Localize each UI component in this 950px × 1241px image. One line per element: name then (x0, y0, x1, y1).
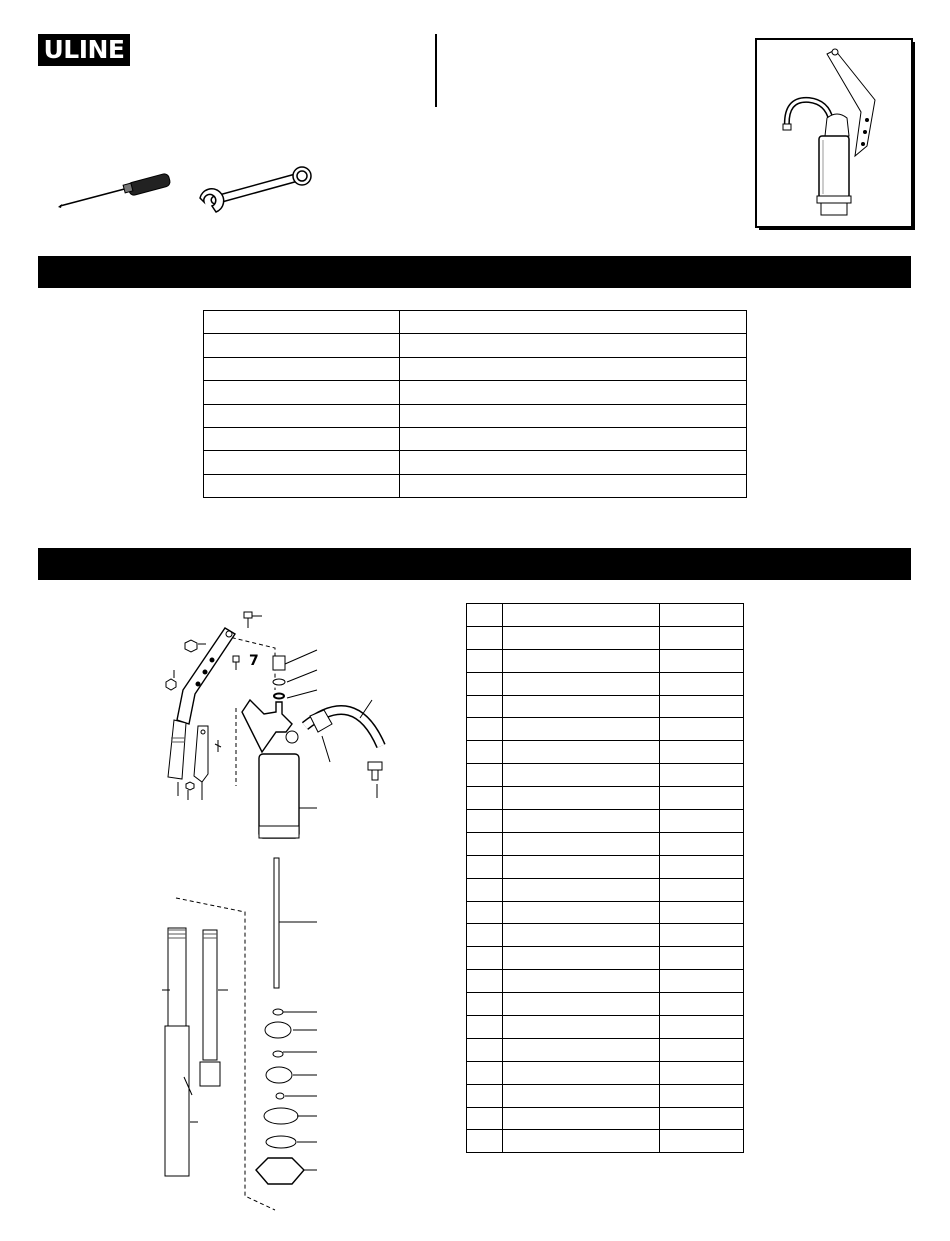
table-cell (660, 947, 744, 970)
guide-line (176, 898, 275, 1210)
table-cell (400, 311, 747, 334)
table-cell (204, 451, 400, 474)
table-cell (467, 604, 503, 627)
table-cell (503, 1016, 660, 1039)
table-cell (467, 1061, 503, 1084)
table-row (204, 427, 747, 450)
table-row (467, 1016, 744, 1039)
table-row (467, 695, 744, 718)
table-cell (503, 604, 660, 627)
pump-cylinder (259, 754, 299, 838)
table-cell (660, 695, 744, 718)
header-divider (435, 34, 437, 107)
table-cell (503, 626, 660, 649)
table-cell (503, 649, 660, 672)
table-cell (467, 832, 503, 855)
pivot-hole (203, 670, 207, 674)
wrench-icon (200, 167, 311, 212)
table-cell (400, 451, 747, 474)
table-cell (660, 764, 744, 787)
table-cell (660, 810, 744, 833)
table-row (467, 626, 744, 649)
table-row (467, 1038, 744, 1061)
table-cell (400, 474, 747, 497)
table-cell (660, 901, 744, 924)
table-cell (400, 334, 747, 357)
table-cell (660, 878, 744, 901)
table-cell (467, 626, 503, 649)
suction-tube-upper (168, 928, 186, 1028)
table-cell (467, 924, 503, 947)
parts-list-table (466, 603, 744, 1153)
table-cell (503, 1038, 660, 1061)
drum-pump-icon (757, 40, 911, 226)
screw-icon (233, 656, 239, 670)
table-cell (660, 832, 744, 855)
nut-icon (166, 679, 176, 690)
table-cell (503, 1084, 660, 1107)
table-cell (400, 357, 747, 380)
uline-logo: ULINE (38, 34, 130, 66)
table-row (467, 901, 744, 924)
table-cell (503, 810, 660, 833)
table-cell (467, 1084, 503, 1107)
table-cell (467, 695, 503, 718)
table-cell (467, 970, 503, 993)
table-cell (503, 878, 660, 901)
table-cell (467, 672, 503, 695)
nut-icon (185, 640, 197, 652)
table-cell (503, 1130, 660, 1153)
gasket-icon (264, 1108, 298, 1124)
table-cell (660, 741, 744, 764)
screw-icon (215, 740, 221, 752)
table-cell (660, 993, 744, 1016)
table-cell (467, 1038, 503, 1061)
table-cell (660, 1038, 744, 1061)
specifications-table (203, 310, 747, 498)
table-row (467, 1130, 744, 1153)
exploded-parts-diagram (150, 600, 400, 1215)
link-bar (194, 726, 208, 782)
table-cell (467, 947, 503, 970)
table-cell (503, 718, 660, 741)
pivot-hole (210, 658, 214, 662)
washer-icon (273, 1009, 283, 1015)
table-row (467, 855, 744, 878)
table-cell (503, 855, 660, 878)
table-cell (503, 901, 660, 924)
table-cell (204, 474, 400, 497)
piston-rod (274, 858, 279, 988)
table-cell (660, 1130, 744, 1153)
table-cell (467, 901, 503, 924)
cap-nut-icon (273, 656, 285, 670)
bung-adapter-icon (256, 1158, 304, 1184)
table-row (204, 357, 747, 380)
table-cell (204, 357, 400, 380)
pump-head (242, 700, 292, 752)
table-row (467, 947, 744, 970)
table-row (467, 672, 744, 695)
section-header-band-2 (38, 548, 911, 580)
table-cell (467, 810, 503, 833)
table-row (467, 741, 744, 764)
table-cell (204, 381, 400, 404)
callout-label-7: 7 (249, 653, 259, 669)
table-row (467, 993, 744, 1016)
table-row (467, 764, 744, 787)
valve-disk-icon (266, 1067, 292, 1083)
table-cell (660, 649, 744, 672)
table-cell (503, 970, 660, 993)
table-cell (467, 878, 503, 901)
table-cell (503, 672, 660, 695)
table-cell (660, 626, 744, 649)
pivot-hole (196, 682, 200, 686)
table-row (467, 970, 744, 993)
table-row (467, 924, 744, 947)
table-cell (400, 381, 747, 404)
table-cell (467, 1130, 503, 1153)
table-cell (503, 832, 660, 855)
table-cell (503, 1107, 660, 1130)
table-row (467, 718, 744, 741)
table-cell (467, 718, 503, 741)
table-row (467, 810, 744, 833)
product-image (755, 38, 913, 228)
table-cell (503, 741, 660, 764)
table-row (467, 1084, 744, 1107)
table-cell (467, 649, 503, 672)
table-cell (467, 993, 503, 1016)
table-cell (467, 1107, 503, 1130)
table-row (204, 404, 747, 427)
nut-icon (186, 782, 194, 790)
table-cell (660, 1107, 744, 1130)
table-cell (660, 924, 744, 947)
spout-tip-icon (368, 762, 382, 780)
table-cell (467, 787, 503, 810)
washer-icon (273, 679, 285, 685)
screw-icon (244, 612, 252, 628)
table-cell (660, 1061, 744, 1084)
table-cell (503, 993, 660, 1016)
table-row (204, 334, 747, 357)
table-cell (467, 764, 503, 787)
ring-icon (266, 1136, 296, 1148)
table-cell (660, 970, 744, 993)
table-row (204, 381, 747, 404)
table-row (204, 474, 747, 497)
o-ring-icon (274, 694, 284, 699)
table-cell (660, 787, 744, 810)
table-cell (503, 924, 660, 947)
table-row (467, 1107, 744, 1130)
table-cell (660, 672, 744, 695)
tools-needed (50, 160, 330, 215)
table-cell (503, 947, 660, 970)
table-cell (660, 1016, 744, 1039)
table-row (204, 311, 747, 334)
table-row (467, 832, 744, 855)
table-cell (503, 764, 660, 787)
handle-grip (168, 720, 186, 779)
table-cell (400, 427, 747, 450)
outlet-port (286, 731, 298, 743)
ball-icon (276, 1093, 284, 1099)
cylinder-band (259, 826, 299, 838)
table-cell (204, 311, 400, 334)
table-cell (660, 718, 744, 741)
table-cell (204, 404, 400, 427)
extension-tube (203, 930, 217, 1060)
table-cell (204, 334, 400, 357)
table-row (467, 604, 744, 627)
screwdriver-icon (58, 173, 171, 208)
table-cell (660, 1084, 744, 1107)
table-cell (467, 855, 503, 878)
table-cell (503, 1061, 660, 1084)
table-row (204, 451, 747, 474)
table-cell (503, 695, 660, 718)
piston-disk-icon (265, 1022, 291, 1038)
section-header-band-1 (38, 256, 911, 288)
table-cell (660, 855, 744, 878)
table-cell (204, 427, 400, 450)
table-row (467, 1061, 744, 1084)
table-cell (467, 1016, 503, 1039)
washer-icon (273, 1051, 283, 1057)
table-cell (660, 604, 744, 627)
table-cell (503, 787, 660, 810)
suction-tube-lower (165, 1026, 189, 1176)
table-row (467, 649, 744, 672)
table-row (467, 787, 744, 810)
tube-coupling (200, 1062, 220, 1086)
table-cell (467, 741, 503, 764)
table-row (467, 878, 744, 901)
table-cell (400, 404, 747, 427)
